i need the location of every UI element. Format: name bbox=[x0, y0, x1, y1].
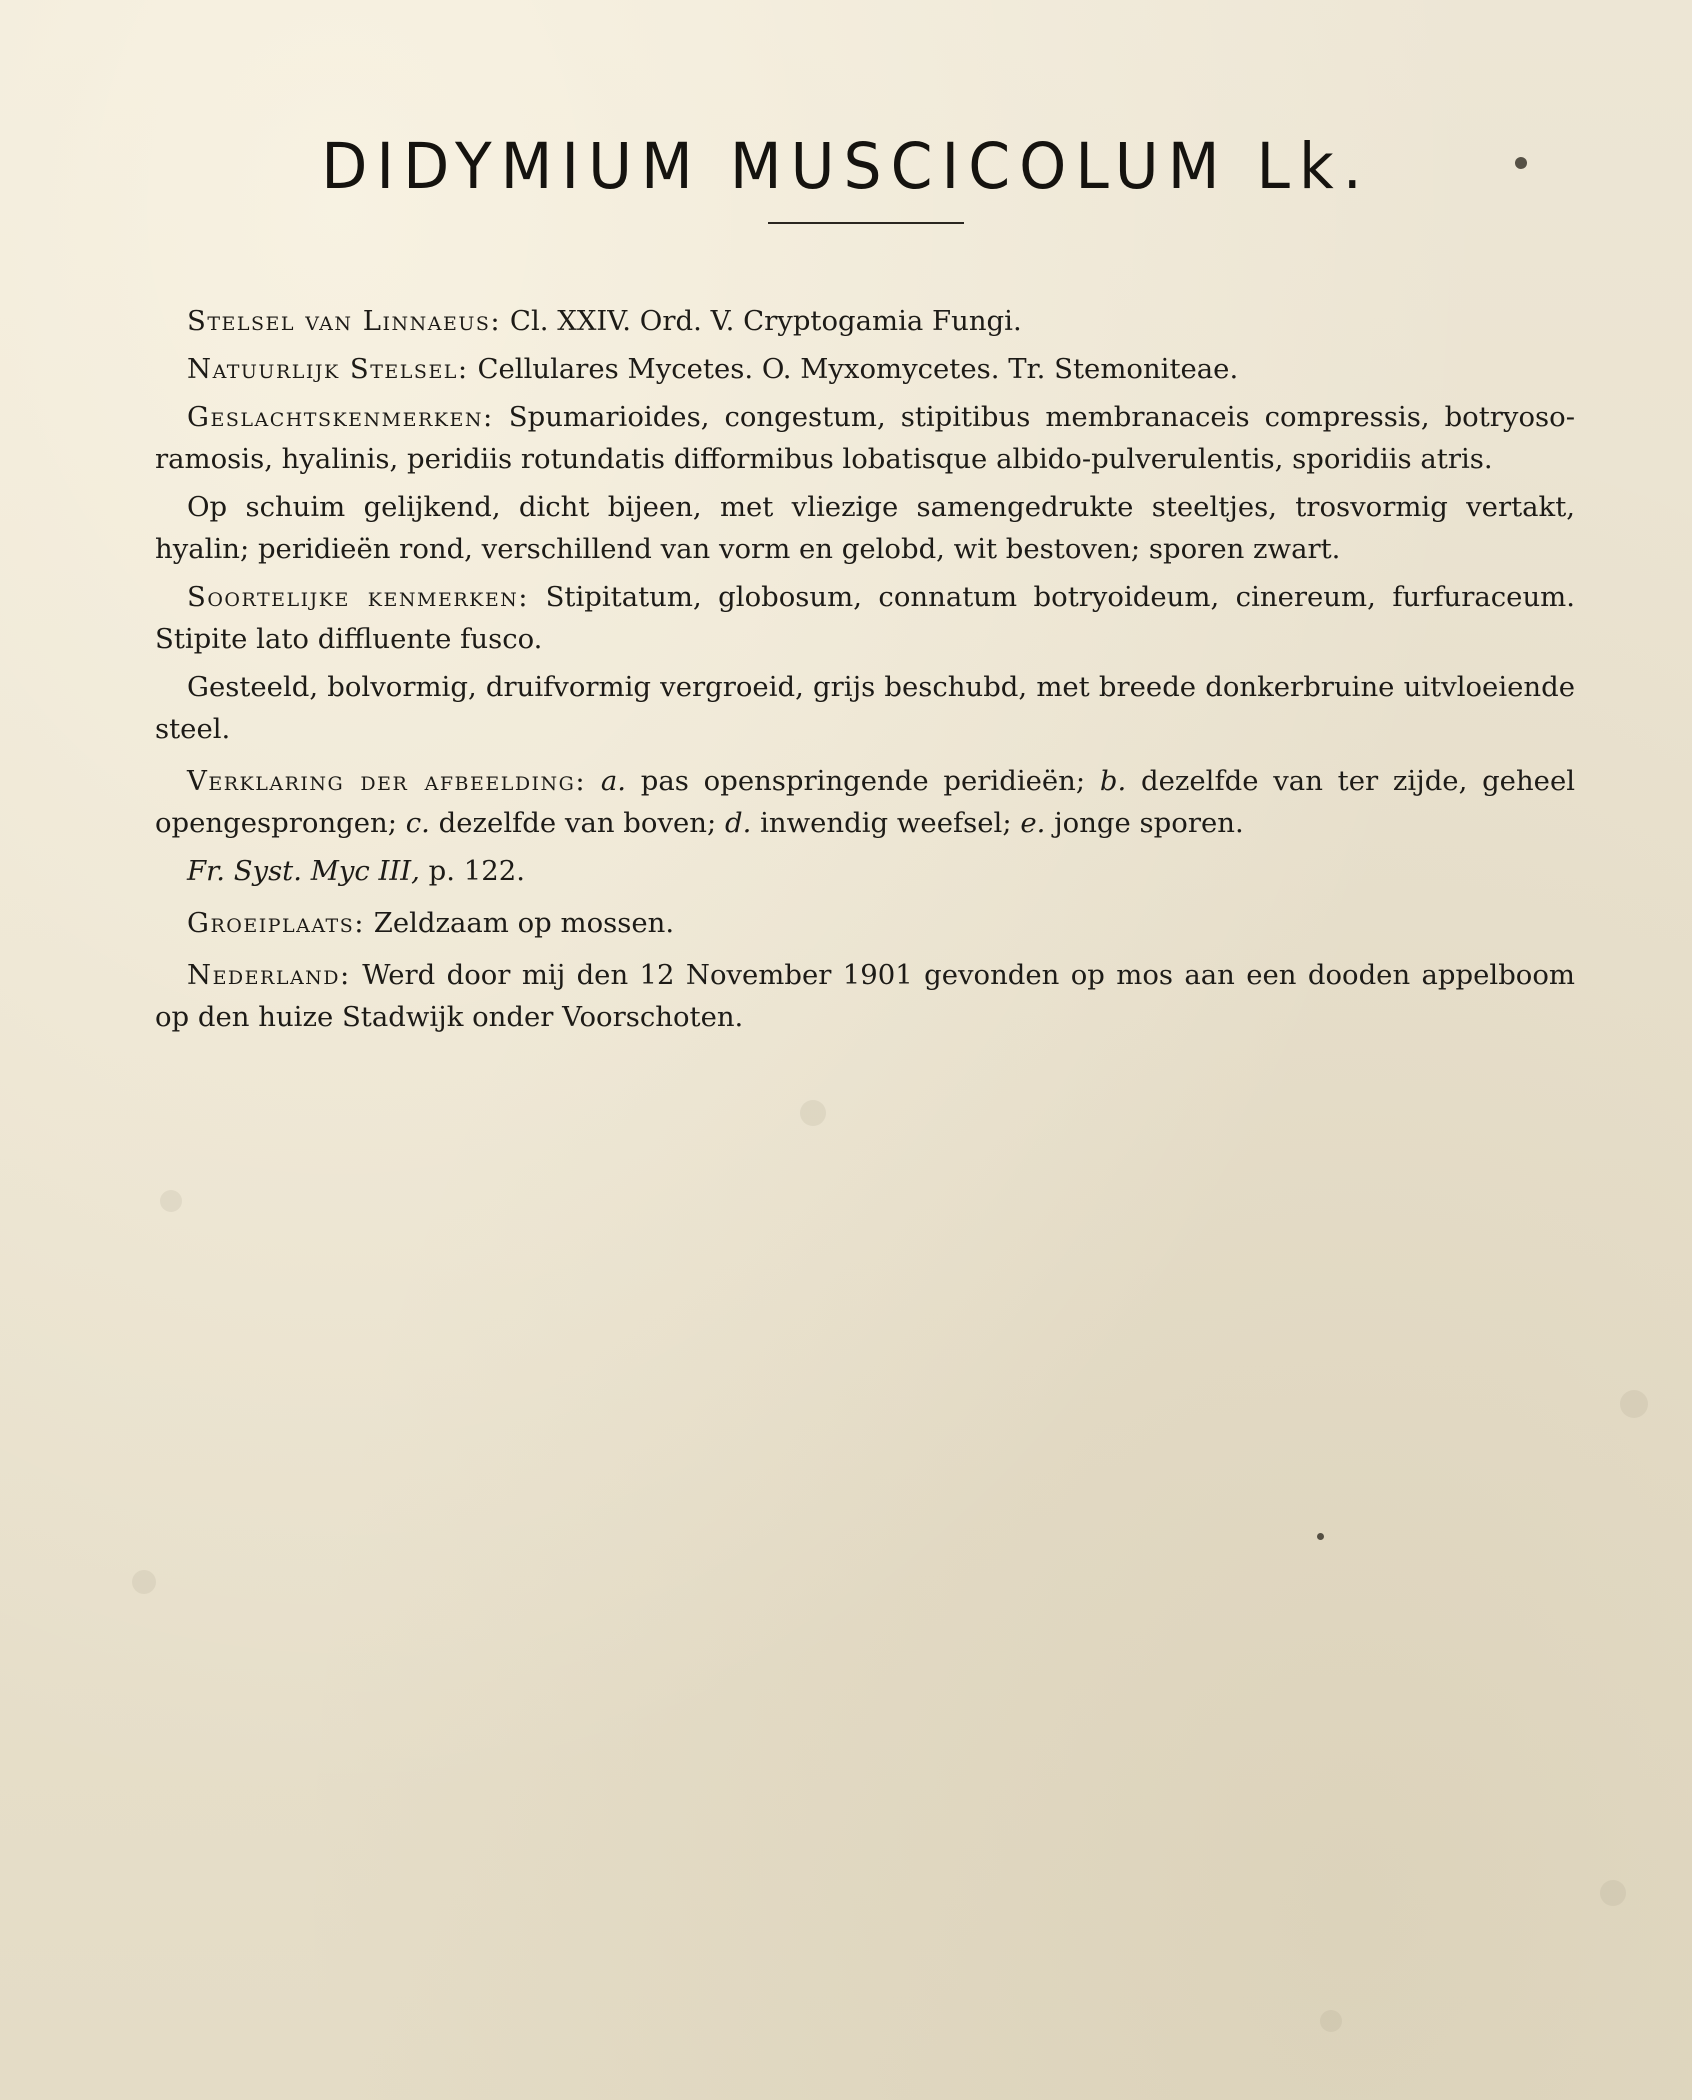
habitat-text: Zeldzaam op mossen. bbox=[373, 907, 675, 939]
figure-text-d: inwendig weefsel; bbox=[760, 807, 1012, 839]
figure-letter-d: d. bbox=[725, 807, 752, 839]
page-title: DIDYMIUM MUSCICOLUM Lk. bbox=[321, 130, 1371, 204]
paper-stain bbox=[132, 1570, 156, 1594]
ink-speck bbox=[1317, 1533, 1324, 1540]
habitat-entry bbox=[155, 902, 1575, 944]
paper-stain bbox=[1600, 1880, 1626, 1906]
genus-characters-latin: Spumarioides, congestum, stipitibus membranaceis compressis, botryoso-ramosis, hyalinis, peridiis rotundatis difformibus lobatisque albido-pulverulentis, sporidiis atris. bbox=[155, 401, 1575, 475]
netherlands-label: Nederland: bbox=[187, 959, 351, 991]
figure-text-e: jonge sporen. bbox=[1054, 807, 1244, 839]
natural-system-text: Cellulares Mycetes. O. Myxomycetes. Tr. Stemoniteae. bbox=[477, 353, 1239, 385]
figure-explanation-entry bbox=[155, 760, 1575, 844]
figure-letter-a: a. bbox=[600, 765, 627, 797]
species-characters-dutch: Gesteeld, bolvormig, druifvormig vergroeid, grijs beschubd, met breede donkerbruine uitvloeiende steel. bbox=[155, 671, 1575, 745]
description-body bbox=[155, 300, 1575, 1044]
reference-page: p. 122. bbox=[428, 855, 525, 887]
reference-source: Fr. Syst. Myc III, bbox=[187, 855, 420, 887]
literature-reference bbox=[155, 850, 1575, 892]
linnaeus-entry bbox=[155, 300, 1575, 342]
title-divider bbox=[768, 222, 964, 224]
figure-text-c: dezelfde van boven; bbox=[438, 807, 717, 839]
genus-characters-dutch: Op schuim gelijkend, dicht bijeen, met vliezige samengedrukte steeltjes, trosvormig vertakt, hyalin; peridieën rond, verschillend van vorm en gelobd, wit bestoven; sporen zwart. bbox=[155, 491, 1575, 565]
figure-letter-c: c. bbox=[405, 807, 430, 839]
figure-letter-e: e. bbox=[1020, 807, 1046, 839]
netherlands-text: Werd door mij den 12 November 1901 gevonden op mos aan een dooden appelboom op den huize Stadwijk onder Voorschoten. bbox=[155, 959, 1575, 1033]
species-characters-latin: Stipitatum, globosum, connatum botryoideum, cinereum, furfuraceum. Stipite lato diffluente fusco. bbox=[155, 581, 1575, 655]
genus-characters-entry bbox=[155, 396, 1575, 480]
netherlands-entry bbox=[155, 954, 1575, 1038]
figure-letter-b: b. bbox=[1099, 765, 1127, 797]
habitat-label: Groeiplaats: bbox=[187, 907, 365, 939]
figure-text-a: pas openspringende peridieën; bbox=[640, 765, 1086, 797]
species-characters-entry bbox=[155, 576, 1575, 660]
linnaeus-label: Stelsel van Linnaeus: bbox=[187, 305, 502, 337]
figure-explanation-label: Verklaring der afbeelding: bbox=[187, 765, 587, 797]
paper-stain bbox=[1620, 1390, 1648, 1418]
paper-stain bbox=[160, 1190, 182, 1212]
figure-text-b: dezelfde van ter zijde, geheel opengesprongen; bbox=[155, 765, 1576, 839]
paper-stain bbox=[1320, 2010, 1342, 2032]
genus-characters-label: Geslachtskenmerken: bbox=[187, 401, 494, 433]
species-characters-label: Soortelijke kenmerken: bbox=[187, 581, 530, 613]
natural-system-entry bbox=[155, 348, 1575, 390]
natural-system-label: Natuurlijk Stelsel: bbox=[187, 353, 469, 385]
paper-stain bbox=[800, 1100, 826, 1126]
linnaeus-text: Cl. XXIV. Ord. V. Cryptogamia Fungi. bbox=[509, 305, 1022, 337]
